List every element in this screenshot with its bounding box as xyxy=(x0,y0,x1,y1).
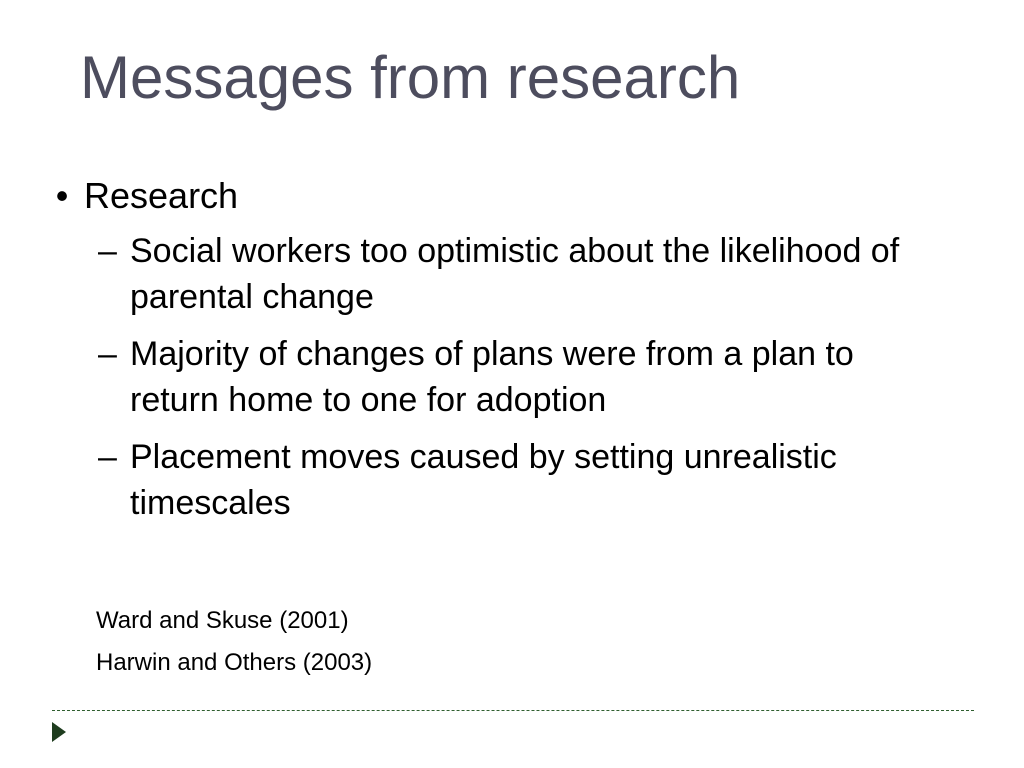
dash-marker: – xyxy=(98,232,117,270)
references xyxy=(96,600,372,684)
bullet-marker: • xyxy=(55,175,69,216)
dash-marker: – xyxy=(98,335,117,373)
reference-item: Ward and Skuse (2001) xyxy=(96,607,349,634)
sub-bullet-text: Majority of changes of plans were from a plan to return home to one for adoption xyxy=(130,335,854,419)
sub-bullet-text: Placement moves caused by setting unrealistic timescales xyxy=(130,438,837,522)
play-triangle-icon[interactable] xyxy=(52,722,66,742)
sub-bullet-list xyxy=(98,228,980,526)
footer-divider xyxy=(52,710,974,711)
slide-title: Messages from research xyxy=(80,44,741,111)
sub-bullet-item xyxy=(98,331,980,423)
slide-body xyxy=(40,172,980,537)
dash-marker: – xyxy=(98,438,117,476)
bullet-item xyxy=(40,172,980,220)
sub-bullet-item xyxy=(98,434,980,526)
bullet-label: Research xyxy=(84,175,239,216)
sub-bullet-item xyxy=(98,228,980,320)
reference-item: Harwin and Others (2003) xyxy=(96,649,373,676)
sub-bullet-text: Social workers too optimistic about the likelihood of parental change xyxy=(130,232,900,316)
